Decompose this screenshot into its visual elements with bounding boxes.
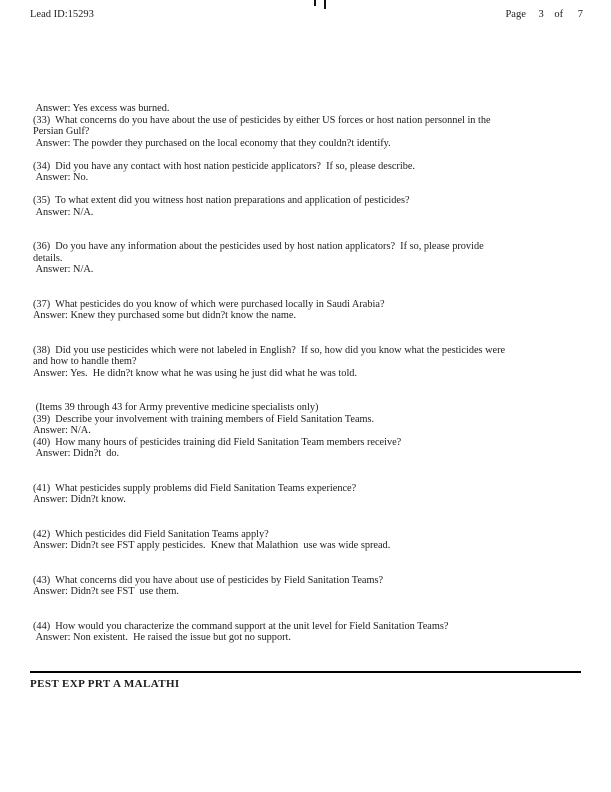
footer-rule: [30, 671, 581, 673]
text-line: and how to handle them?: [33, 356, 137, 367]
text-line: Answer: N/A.: [33, 206, 94, 218]
text-line: [33, 333, 585, 345]
text-line: (39) Describe your involvement with training members of Field Sanitation Teams.: [33, 413, 375, 425]
page-number-label: [505, 9, 583, 20]
of-word: of: [554, 9, 564, 20]
text-line: Answer: N/A.: [33, 264, 94, 275]
text-line: [33, 276, 585, 288]
text-line: Answer: Yes excess was burned.: [33, 103, 170, 114]
text-line: (44) How would you characterize the command support at the unit level for Field Sanitation Teams?: [33, 620, 449, 632]
page-number: 3: [538, 9, 544, 20]
text-line: [33, 230, 585, 242]
text-line: (42) Which pesticides did Field Sanitation Teams apply?: [33, 528, 269, 540]
text-line: Answer: Didn?t see FST use them.: [33, 586, 179, 597]
text-line: [33, 379, 585, 391]
text-line: Persian Gulf?: [33, 126, 90, 137]
text-line: Answer: Didn?t know.: [33, 494, 126, 505]
text-line: [33, 218, 585, 230]
text-line: (35) To what extent did you witness host nation preparations and application of pesticides?: [33, 195, 410, 206]
text-line: [33, 563, 585, 575]
text-line: [33, 609, 585, 621]
text-line: (41) What pesticides supply problems did Field Sanitation Teams experience?: [33, 482, 357, 494]
text-line: Answer: No.: [33, 172, 89, 183]
text-line: Answer: Yes. He didn?t know what he was using he just did what he was told.: [33, 367, 358, 379]
text-line: Answer: Knew they purchased some but didn?t know the name.: [33, 310, 297, 321]
page-word: Page: [505, 9, 526, 20]
text-line: [33, 552, 585, 564]
scan-artifact-mark: [314, 0, 316, 6]
text-line: [33, 471, 585, 483]
text-line: Answer: N/A.: [33, 425, 91, 436]
text-line: (38) Did you use pesticides which were not labeled in English? If so, how did you know what the pesticides were: [33, 344, 506, 356]
text-line: (37) What pesticides do you know of which were purchased locally in Saudi Arabia?: [33, 298, 385, 310]
text-line: Answer: Non existent. He raised the issue but got no support.: [33, 632, 291, 643]
text-line: [33, 506, 585, 518]
text-line: (34) Did you have any contact with host nation pesticide applicators? If so, please describe.: [33, 160, 416, 172]
text-line: Answer: The powder they purchased on the local economy that they couldn?t identify.: [33, 137, 391, 149]
text-line: (40) How many hours of pesticides training did Field Sanitation Team members receive?: [33, 436, 402, 448]
text-line: [33, 517, 585, 529]
text-line: Answer: Didn?t see FST apply pesticides. Knew that Malathion use was wide spread.: [33, 540, 391, 551]
text-line: [33, 184, 585, 196]
page-header: [30, 9, 583, 20]
text-line: [33, 460, 585, 472]
footer-title: PEST EXP PRT A MALATHI: [30, 678, 180, 690]
text-line: [33, 287, 585, 299]
text-line: Answer: Didn?t do.: [33, 448, 120, 459]
text-line: (43) What concerns did you have about use of pesticides by Field Sanitation Teams?: [33, 574, 384, 586]
text-line: details.: [33, 252, 63, 264]
text-line: (33) What concerns do you have about the use of pesticides by either US forces or host nation personnel in the: [33, 114, 491, 126]
document-body: [33, 103, 585, 644]
scan-artifact: [308, 0, 338, 9]
lead-id-label: Lead ID:15293: [30, 9, 94, 20]
total-pages: 7: [577, 9, 583, 20]
text-line: [33, 598, 585, 610]
text-line: (36) Do you have any information about the pesticides used by host nation applicators? If so, please provide: [33, 241, 484, 252]
text-line: (Items 39 through 43 for Army preventive medicine specialists only): [33, 402, 319, 413]
text-line: [33, 391, 585, 403]
text-line: [33, 322, 585, 334]
text-line: [33, 149, 585, 161]
scan-artifact-mark: [324, 0, 326, 9]
